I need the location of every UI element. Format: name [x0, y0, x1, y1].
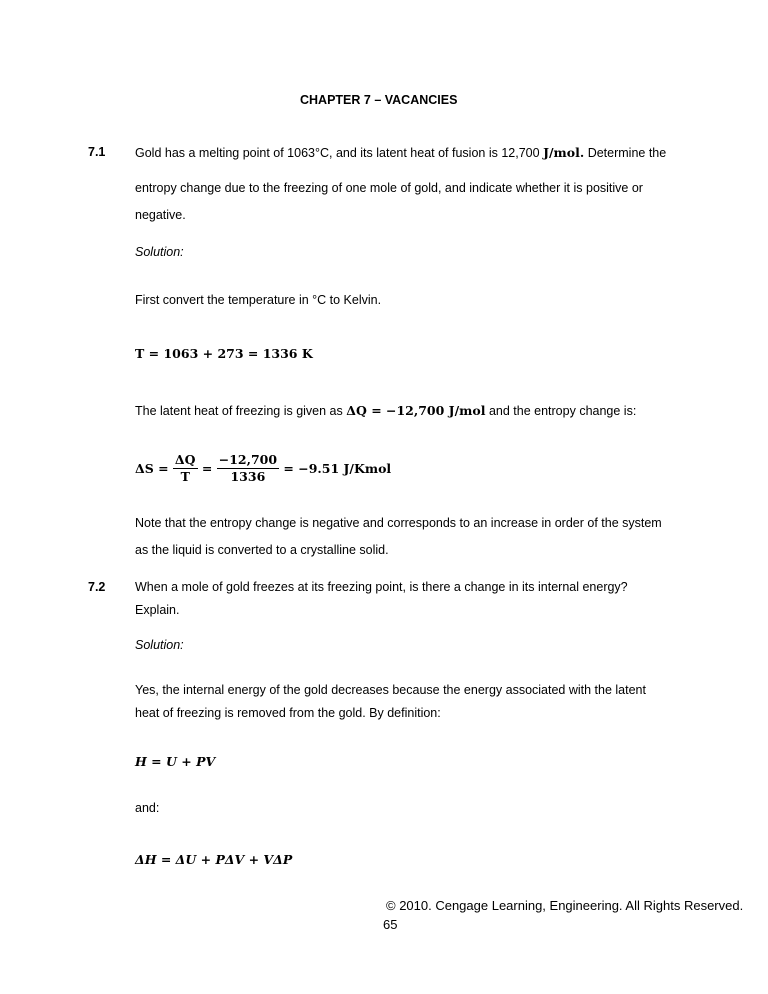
fraction-denominator: T — [180, 469, 190, 484]
equation-entropy — [135, 452, 391, 485]
note-line: Note that the entropy change is negative and corresponds to an increase in order of the system — [135, 516, 662, 530]
copyright-footer: © 2010. Cengage Learning, Engineering. All Rights Reserved. — [386, 898, 744, 913]
answer-line: Yes, the internal energy of the gold decreases because the energy associated with the latent — [135, 683, 646, 697]
fraction-denominator: 1336 — [230, 469, 266, 484]
fraction-numerator: ΔQ — [174, 452, 196, 467]
solution-label: Solution: — [135, 245, 184, 259]
fraction — [173, 452, 198, 485]
fraction-numerator: −12,700 — [218, 452, 278, 467]
problem-text: Determine the — [587, 146, 667, 160]
problem-text-line: entropy change due to the freezing of one mole of gold, and indicate whether it is positive or — [135, 181, 643, 195]
eq-sign: = — [201, 461, 213, 476]
problem-text-line: Explain. — [135, 603, 180, 617]
equation-inline: ΔQ = −12,700 J/mol — [346, 403, 486, 418]
problem-text-line: negative. — [135, 208, 186, 222]
solution-step — [135, 403, 636, 418]
problem-text: Gold has a melting point of 1063°C, and its latent heat of fusion is 12,700 — [135, 146, 540, 160]
note-line: as the liquid is converted to a crystalline solid. — [135, 543, 389, 557]
problem-text-line — [135, 145, 666, 160]
solution-step: First convert the temperature in °C to Kelvin. — [135, 293, 382, 307]
page-number: 65 — [383, 917, 398, 932]
equation-enthalpy: H = U + PV — [135, 754, 216, 769]
solution-label: Solution: — [135, 638, 184, 652]
step-text: The latent heat of freezing is given as — [135, 404, 343, 418]
chapter-heading: CHAPTER 7 – VACANCIES — [300, 93, 458, 107]
unit-inline: J/mol. — [543, 145, 585, 160]
equation-enthalpy-change: ΔH = ΔU + PΔV + VΔP — [135, 852, 293, 867]
problem-number: 7.2 — [88, 580, 106, 594]
fraction — [217, 452, 279, 485]
problem-text-line: When a mole of gold freezes at its freezing point, is there a change in its internal energy? — [135, 580, 628, 594]
step-text: and the entropy change is: — [488, 404, 637, 418]
eq-lhs: ΔS = — [135, 461, 169, 476]
and-label: and: — [135, 801, 160, 815]
eq-rhs: = −9.51 J/Kmol — [283, 461, 392, 476]
equation-temperature: T = 1063 + 273 = 1336 K — [135, 346, 313, 361]
answer-line: heat of freezing is removed from the gold. By definition: — [135, 706, 441, 720]
problem-number: 7.1 — [88, 145, 106, 159]
